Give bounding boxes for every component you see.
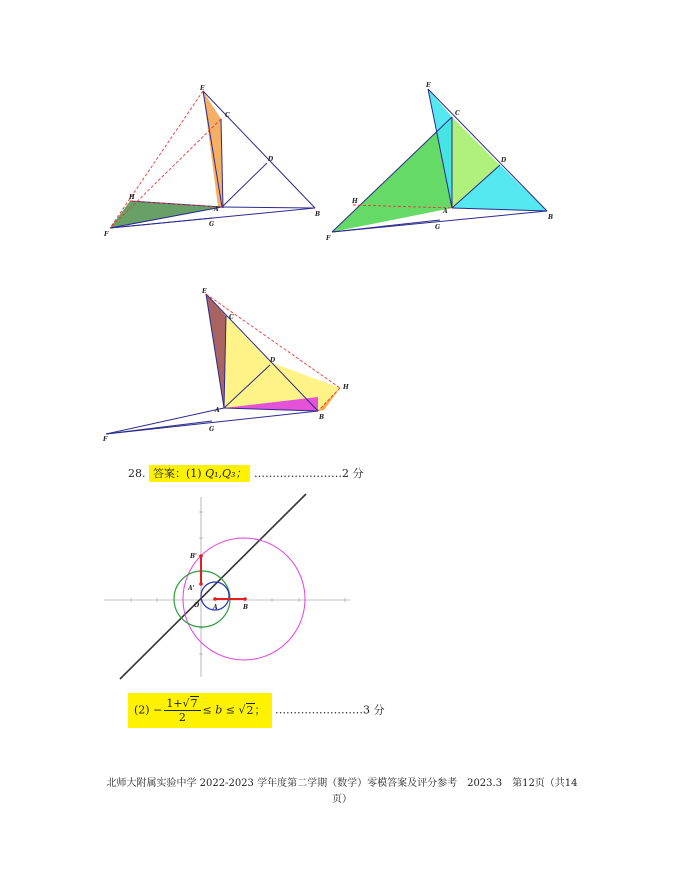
footer-line-1: 北师大附属实验中学 2022-2023 学年度第二学期（数学）零模答案及评分参考 2023.3 第12页（共14: [106, 778, 578, 789]
figure-3: [100, 285, 360, 445]
q28-part1: [128, 465, 363, 481]
fig2-label-h: H: [352, 198, 358, 205]
fig1-label-e: E: [200, 85, 205, 92]
q28-part1-highlight: [149, 465, 250, 482]
q28-part2-minus: −: [153, 703, 163, 717]
fig1-label-d: D: [268, 156, 274, 163]
q28-part2-num-a: 1+: [166, 697, 183, 710]
q28-part2-highlight: (2) − $\frac{1+√7}{2}$ ≤ b ≤ √2；: [128, 693, 272, 728]
fig4-label-a: A: [213, 604, 218, 611]
figure-4: [100, 492, 360, 682]
fig1-label-a: A: [214, 206, 219, 213]
q28-part1-dots: ……………………: [253, 467, 342, 480]
q28-part1-answer: Q₁,Q₃；: [205, 467, 247, 480]
fig4-label-o: O: [194, 602, 200, 609]
fig4-label-a-prime: A': [188, 585, 195, 592]
q28-part2-prefix: (2): [134, 703, 150, 717]
fig4-label-b-prime: B': [190, 553, 197, 560]
q28-part2-sqrt: 2: [246, 703, 254, 717]
fig3-label-b: B: [319, 414, 325, 421]
q28-number: 28.: [128, 467, 146, 480]
fig3-label-a: A: [215, 407, 220, 414]
q28-part2-mid: ≤ b ≤: [202, 703, 236, 717]
fig3-right-region: [224, 316, 340, 410]
fig2-label-d: D: [501, 157, 507, 164]
fig1-label-h: H: [129, 194, 135, 201]
fig2-label-b: B: [548, 214, 554, 221]
q28-part2-num-b: 7: [190, 697, 198, 710]
figure-1: [100, 80, 330, 245]
fig1-label-b: B: [315, 211, 321, 218]
q28-part2-den: 2: [178, 711, 186, 724]
fig2-label-g: G: [435, 224, 441, 231]
fig1-shaded-triangle: [110, 201, 222, 228]
q28-part2-fraction: $\frac{1+√7}{2}$: [164, 697, 200, 724]
fig2-label-a: A: [443, 208, 448, 215]
figure-2: [322, 80, 562, 245]
q28-part2-dots: ……………………: [275, 703, 364, 717]
q28-part2-score: 3 分: [363, 703, 385, 717]
fig3-label-h: H: [343, 384, 349, 391]
fig1-label-g: G: [209, 221, 215, 228]
q28-part1-score: 2 分: [341, 467, 364, 480]
fig1-label-f: F: [104, 231, 109, 238]
fig3-label-f: F: [103, 436, 108, 443]
fig2-label-f: F: [326, 235, 331, 242]
footer-line-2: 页）: [332, 794, 352, 805]
q28-answer-prefix: 答案：(1): [153, 467, 202, 480]
q28-part2-semicolon: ；: [254, 703, 266, 717]
fig2-label-e: E: [426, 82, 431, 89]
fig1-label-c: C: [225, 112, 230, 119]
fig2-label-c: C: [455, 110, 460, 117]
fig3-label-d: D: [270, 357, 276, 364]
fig3-label-e: E: [202, 288, 207, 295]
fig3-label-g: G: [209, 426, 215, 433]
fig3-label-c: C: [229, 314, 234, 321]
q28-part2: [128, 693, 385, 728]
page-footer: [0, 776, 684, 808]
fig4-label-b: B: [243, 604, 249, 611]
